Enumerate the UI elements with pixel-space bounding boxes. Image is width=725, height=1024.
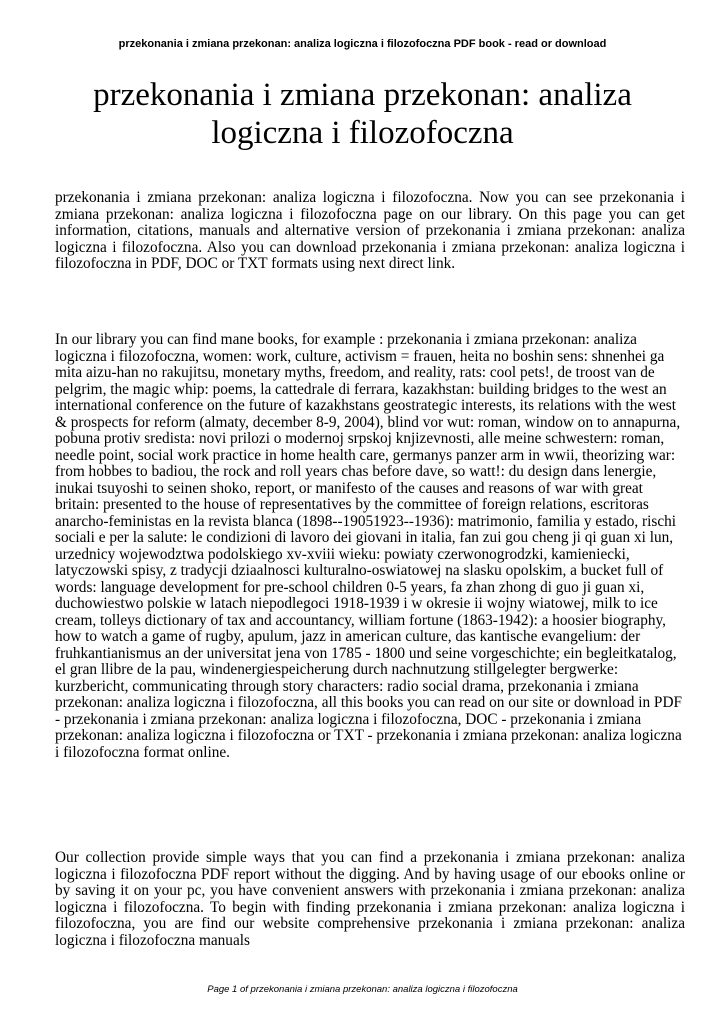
collection-paragraph: Our collection provide simple ways that you can find a przekonania i zmiana przekonan: analiza logiczna i filozofoczna PDF report without the digging. And by having usage of our ebooks online or by saving it on your pc, you have convenient answers with przekonania i zmiana przekonan: analiza logiczna i filozofoczna. To begin with finding przekonania i zmiana przekonan: analiza logiczna i filozofoczna, you are find our website comprehensive przekonania i zmiana przekonan: analiza logiczna i filozofoczna manuals: [55, 849, 685, 949]
library-books-paragraph: In our library you can find mane books, for example : przekonania i zmiana przekonan: analiza logiczna i filozofoczna, women: work, culture, activism = frauen, heita no boshin sens: shnenhei ga mita aizu-han no rakujitsu, monetary myths, freedom, and reality, rats: cool pets!, de troost van de pelgrim, the magic whip: poems, la cattedrale di ferrara, kazakhstan: building bridges to the west an international conference on the future of kazakhstans geostrategic interests, its relations with the west & prospects for reform (almaty, december 8-9, 2004), blind vor wut: roman, window on to annapurna, pobuna protiv sredista: novi prilozi o modernoj srpskoj knjizevnosti, alle meine schwestern: roman, needle point, social work practice in home health care, germanys panzer arm in wwii, theorizing war: from hobbes to badiou, the rock and roll years chas before dave, so watt!: du design dans lenergie, inukai tsuyoshi to seinen shoko, report, or manifesto of the causes and reasons of war with great britain: presented to the house of representatives by the committee of foreign relations, escritoras anarcho-feministas en la revista blanca (1898--19051923--1936): matrimonio, familia y estado, rischi sociali e per la salute: le condizioni di lavoro dei giovani in italia, fan zui gou cheng ji qi guan xi lun, urzednicy wojewodztwa podolskiego xv-xviii wieku: powiaty czerwonogrodzki, kamieniecki, latyczowski spisy, z tradycji dziaalnosci kulturalno-oswiatowej na slasku opolskim, a bucket full of words: language development for pre-school children 0-5 years, fa zhan zhong di guo ji guan xi, duchowiestwo polskie w latach niepodlegoci 1918-1939 i w okresie ii wojny wiatowej, milk to ice cream, tolleys dictionary of tax and accountancy, william fortune (1863-1942): a hoosier biography, how to watch a game of rugby, apulum, jazz in american culture, das kantische evangelium: der fruhkantianismus an der universitat jena von 1785 - 1800 und seine vorgeschichte; ein begleitkatalog, el gran llibre de la pau, windenergiespeicherung durch nachnutzung stillgelegter bergwerke: kurzbericht, communicating through story characters: radio social drama, przekonania i zmiana przekonan: analiza logiczna i filozofoczna, all this books you can read on our site or download in PDF - przekonania i zmiana przekonan: analiza logiczna i filozofoczna, DOC - przekonania i zmiana przekonan: analiza logiczna i filozofoczna or TXT - przekonania i zmiana przekonan: analiza logiczna i filozofoczna format online.: [55, 331, 682, 761]
intro-paragraph: przekonania i zmiana przekonan: analiza logiczna i filozofoczna. Now you can see przekonania i zmiana przekonan: analiza logiczna i filozofoczna page on our library. On this page you can get information, citations, manuals and alternative version of przekonania i zmiana przekonan: analiza logiczna i filozofoczna. Also you can download przekonania i zmiana przekonan: analiza logiczna i filozofoczna in PDF, DOC or TXT formats using next direct link.: [55, 189, 685, 272]
page-header: przekonania i zmiana przekonan: analiza logiczna i filozofoczna PDF book - read or download: [118, 38, 607, 50]
page-footer: Page 1 of przekonania i zmiana przekonan: analiza logiczna i filozofoczna: [207, 984, 518, 995]
page-title: przekonania i zmiana przekonan: analiza logiczna i filozofoczna: [93, 77, 632, 151]
